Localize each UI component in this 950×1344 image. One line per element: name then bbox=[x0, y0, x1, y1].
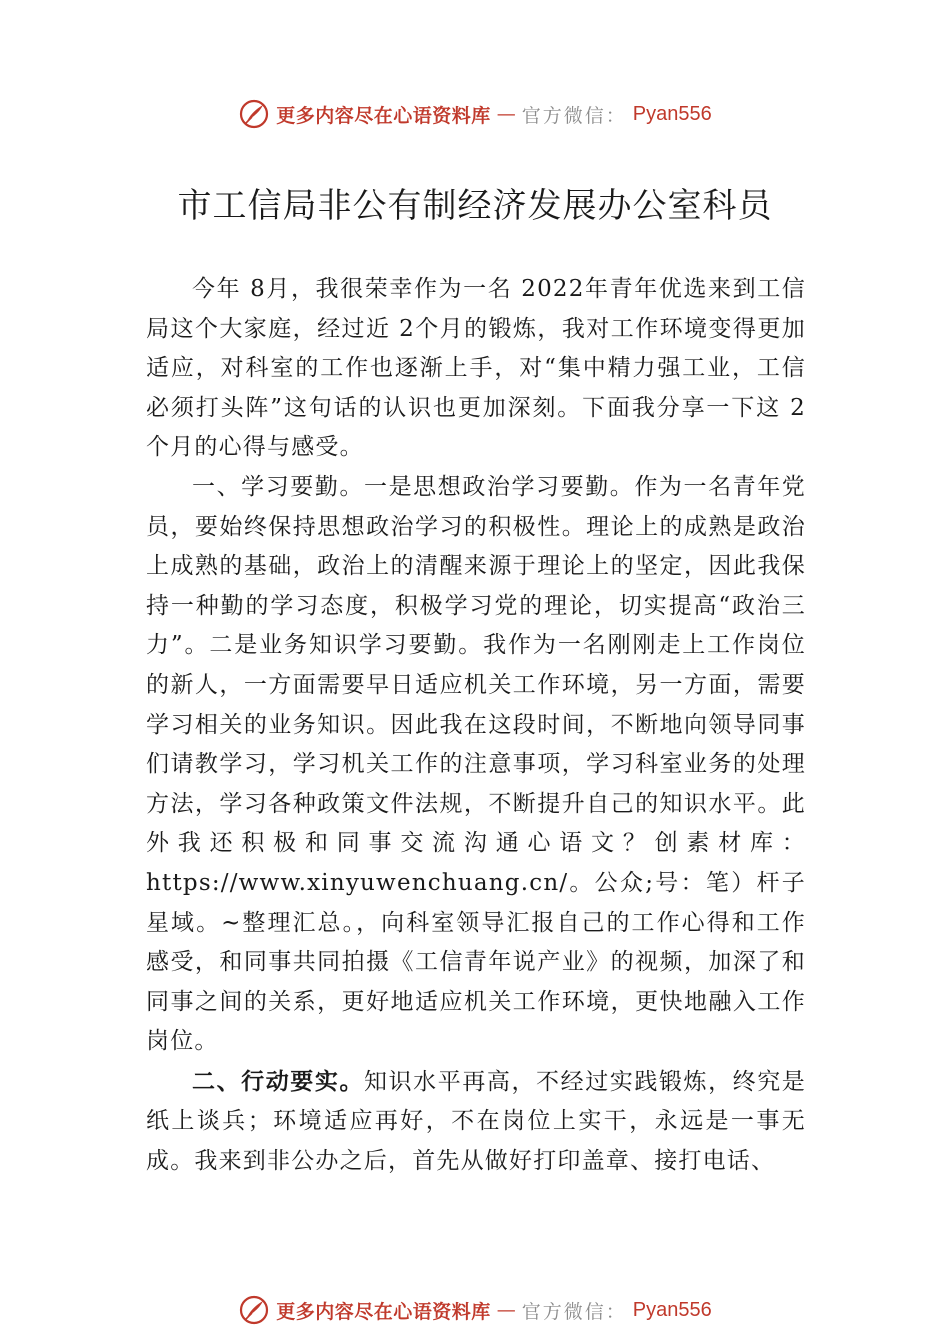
watermark-red-text: 更多内容尽在心语资料库 bbox=[276, 1300, 491, 1323]
watermark-red-text: 更多内容尽在心语资料库 bbox=[276, 104, 491, 127]
footer-watermark bbox=[0, 1290, 950, 1330]
document-body bbox=[146, 270, 806, 1182]
paragraph-intro-text: 今年 8月，我很荣幸作为一名 2022年青年优选来到工信局这个大家庭，经过近 2个月的锻炼，我对工作环境变得更加适应，对科室的工作也逐渐上手，对“集中精力强工业，工信必须打头阵”这句话的认识也更加深刻。下面我分享一下这 2个月的心得与感受。 bbox=[146, 276, 806, 461]
paragraph-action-heading: 二、行动要实。 bbox=[192, 1067, 365, 1095]
watermark-gray-text: 官方微信： bbox=[521, 104, 627, 127]
header-watermark bbox=[0, 94, 950, 134]
watermark-dash: — bbox=[496, 1299, 516, 1321]
quill-circle-logo-icon bbox=[238, 1294, 270, 1326]
paragraph-study bbox=[146, 468, 806, 1062]
paragraph-intro bbox=[146, 270, 806, 468]
quill-circle-logo-icon bbox=[238, 98, 270, 130]
watermark-gray-text: 官方微信： bbox=[521, 1300, 627, 1323]
watermark-dash: — bbox=[496, 103, 516, 125]
watermark-wechat-id: Pyan556 bbox=[632, 102, 712, 125]
watermark-wechat-id: Pyan556 bbox=[632, 1298, 712, 1321]
paragraph-study-text: 一、学习要勤。一是思想政治学习要勤。作为一名青年党员，要始终保持思想政治学习的积极性。理论上的成熟是政治上成熟的基础，政治上的清醒来源于理论上的坚定，因此我保持一种勤的学习态度，积极学习党的理论，切实提高“政治三力”。二是业务知识学习要勤。我作为一名刚刚走上工作岗位的新人，一方面需要早日适应机关工作环境，另一方面，需要学习相关的业务知识。因此我在这段时间，不断地向领导同事们请教学习，学习机关工作的注意事项，学习科室业务的处理方法，学习各种政策文件法规，不断提升自己的知识水平。此外我还积极和同事交流沟通心语文？创素材库：https://www.xinyuwenchuang.cn/。公众;号：笔）杆子星域。~整理汇总。，向科室领导汇报自己的工作心得和工作感受，和同事共同拍摄《工信青年说产业》的视频，加深了和同事之间的关系，更好地适应机关工作环境，更快地融入工作岗位。 bbox=[146, 473, 806, 1055]
paragraph-action bbox=[146, 1062, 806, 1182]
paragraph-action-text: 知识水平再高，不经过实践锻炼，终究是纸上谈兵；环境适应再好，不在岗位上实干，永远是一事无成。我来到非公办之后，首先从做好打印盖章、接打电话、 bbox=[146, 1068, 806, 1175]
page-title: 市工信局非公有制经济发展办公室科员 bbox=[177, 186, 773, 226]
